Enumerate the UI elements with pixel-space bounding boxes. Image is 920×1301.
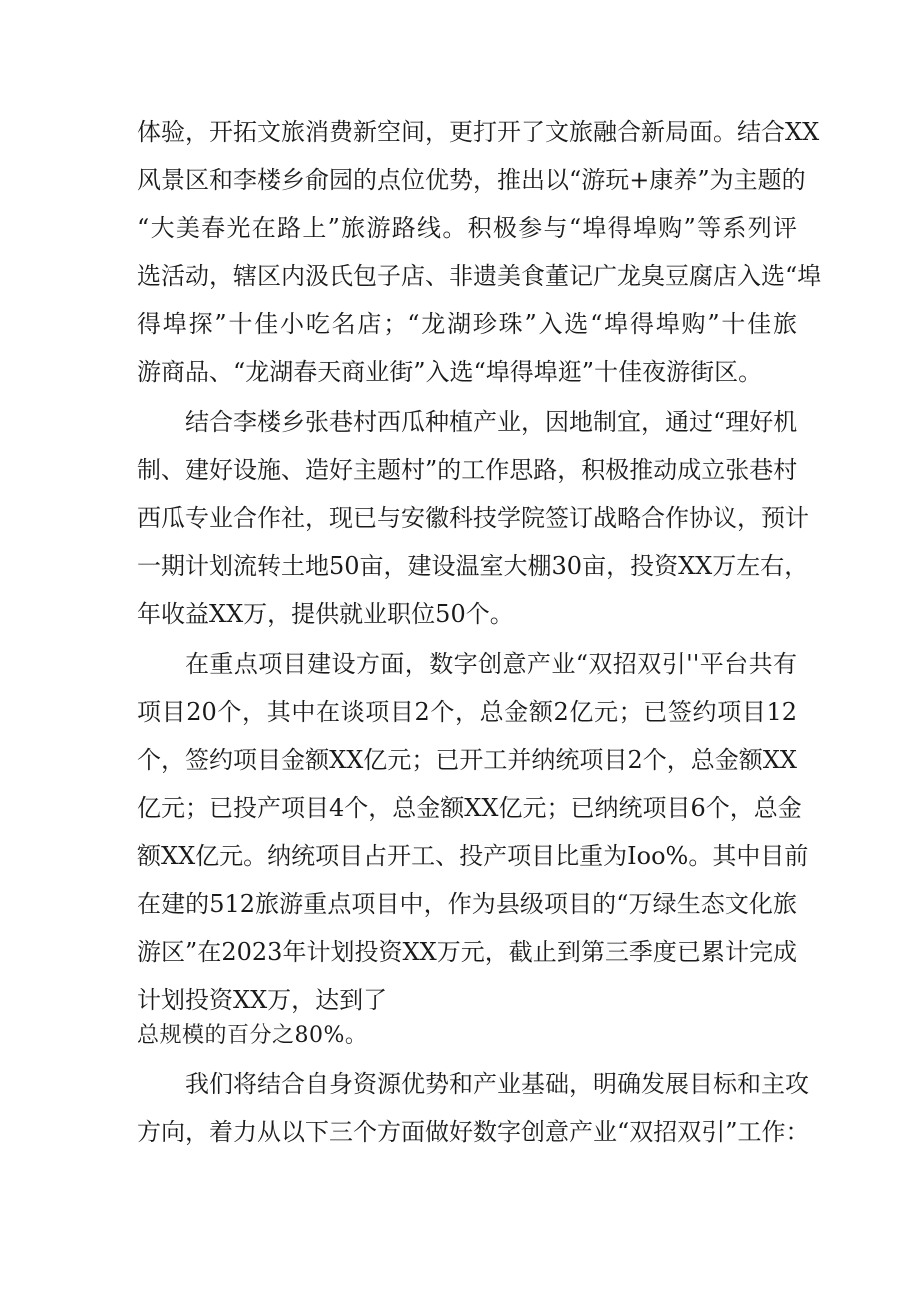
text-line: 游商品、“龙湖春天商业街”入选“埠得埠逛”十佳夜游街区。: [137, 358, 763, 386]
text-line: 一期计划流转土地50亩，建设温室大棚30亩，投资XX万左右，: [137, 552, 809, 580]
text-line: 总规模的百分之80%。: [137, 1023, 368, 1048]
text-line: 结合李楼乡张巷村西瓜种植产业，因地制宜，通过“理好机: [185, 408, 798, 436]
text-line: 个，签约项目金额XX亿元；已开工并纳统项目2个，总金额XX: [137, 746, 797, 774]
text-line: 年收益XX万，提供就业职位50个。: [137, 600, 514, 628]
text-line: 风景区和李楼乡俞园的点位优势，推出以“游玩+康养”为主题的: [137, 166, 806, 194]
text-line: 方向，着力从以下三个方面做好数字创意产业“双招双引”工作：: [137, 1118, 810, 1146]
text-line: 我们将结合自身资源优势和产业基础，明确发展目标和主攻: [185, 1070, 809, 1098]
text-line: “大美春光在路上”旅游路线。积极参与“埠得埠购”等系列评: [137, 214, 797, 242]
text-line: 计划投资XX万，达到了: [137, 986, 388, 1014]
text-line: 西瓜专业合作社，现已与安徽科技学院签订战略合作协议，预计: [137, 504, 809, 532]
text-line: 得埠探”十佳小吃名店；“龙湖珍珠”入选“埠得埠购”十佳旅: [137, 310, 797, 338]
text-line: 项目20个，其中在谈项目2个，总金额2亿元；已签约项目12: [137, 698, 797, 726]
text-line: 额XX亿元。纳统项目占开工、投产项目比重为Ioo%。其中目前: [137, 842, 809, 870]
text-line: 体验，开拓文旅消费新空间，更打开了文旅融合新局面。结合XX: [137, 118, 820, 146]
text-line: 亿元；已投产项目4个，总金额XX亿元；已纳统项目6个，总金: [137, 794, 802, 822]
text-line: 制、建好设施、造好主题村”的工作思路，积极推动成立张巷村: [137, 456, 798, 484]
text-line: 在建的512旅游重点项目中，作为县级项目的“万绿生态文化旅: [137, 890, 797, 918]
text-line: 在重点项目建设方面，数字创意产业“双招双引''平台共有: [185, 650, 797, 678]
text-line: 游区”在2023年计划投资XX万元，截止到第三季度已累计完成: [137, 938, 797, 966]
text-line: 选活动，辖区内汲氏包子店、非遗美食董记广龙臭豆腐店入选“埠: [137, 262, 822, 290]
